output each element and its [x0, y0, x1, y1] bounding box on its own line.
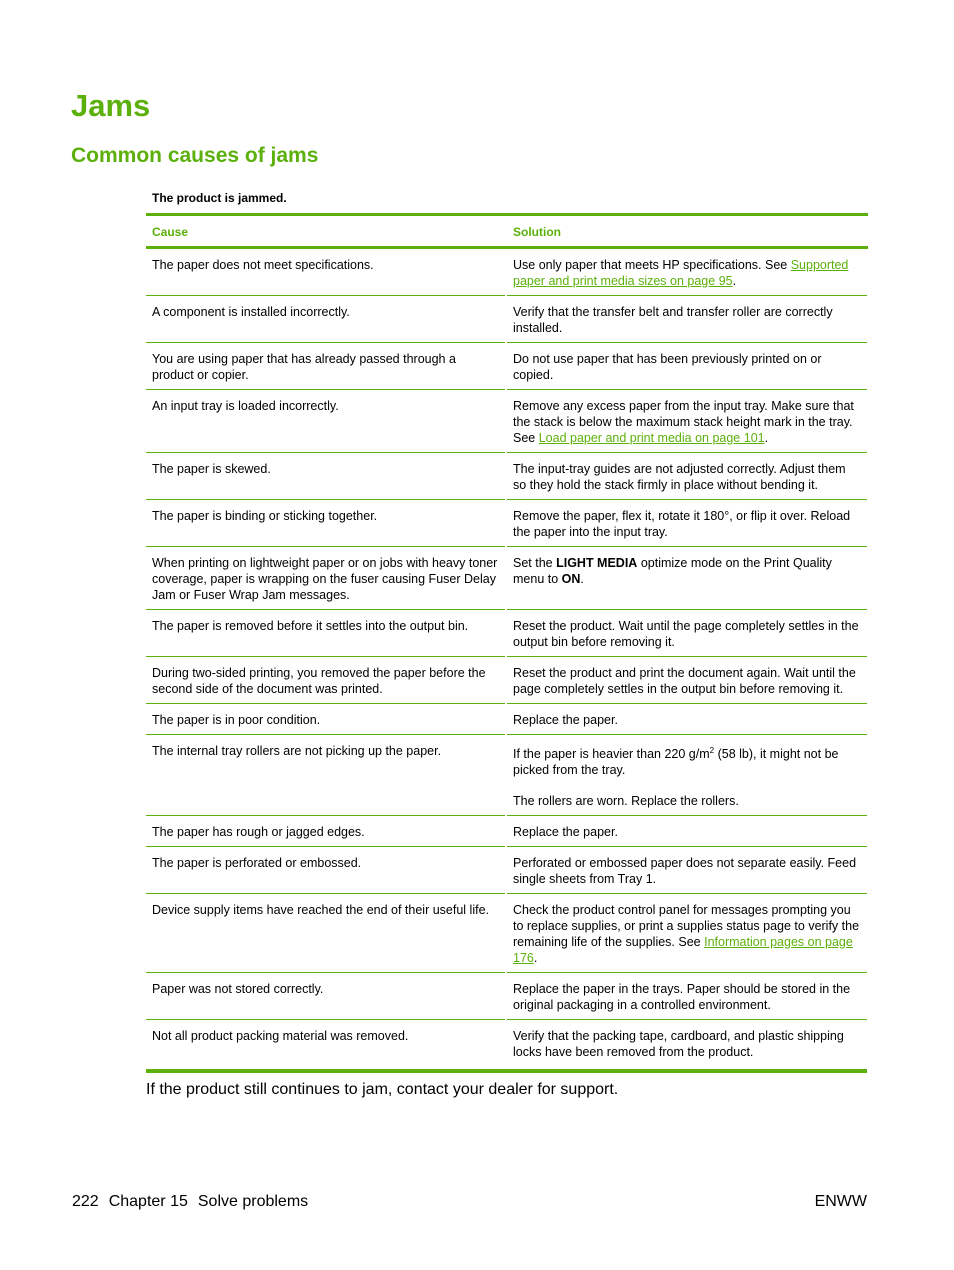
solution-cell: The input-tray guides are not adjusted correctly. Adjust them so they hold the stack firmly in place without bending it.	[506, 453, 867, 500]
cause-cell: The paper is perforated or embossed.	[152, 856, 362, 871]
cause-cell: Paper was not stored correctly.	[152, 982, 324, 997]
on-setting: ON	[561, 572, 581, 586]
cause-cell: Device supply items have reached the end of their useful life.	[152, 903, 489, 918]
solution-cell: Verify that the packing tape, cardboard, and plastic shipping locks have been removed from the product.	[506, 1020, 867, 1072]
cause-cell: The internal tray rollers are not picking up the paper.	[152, 744, 442, 758]
support-note: If the product still continues to jam, contact your dealer for support.	[146, 1081, 619, 1098]
solution-cell	[506, 735, 867, 816]
table-row	[146, 816, 867, 847]
solution-cell: Remove the paper, flex it, rotate it 180°, or flip it over. Reload the paper into the input tray.	[506, 500, 867, 547]
cause-cell: When printing on lightweight paper or on jobs with heavy toner coverage, paper is wrapping on the fuser causing Fuser Delay Jam or Fuser Wrap Jam messages.	[152, 556, 498, 602]
solution-text: Check the product control panel for messages prompting you to replace supplies, or print a supplies status page to verify the remaining life of the supplies. See	[513, 903, 860, 950]
link-load-paper[interactable]: Load paper and print media on page 101	[538, 431, 765, 445]
page-heading: Jams	[71, 88, 151, 123]
solution-cell: Replace the paper in the trays. Paper should be stored in the original packaging in a controlled environment.	[506, 973, 867, 1020]
table-row	[146, 547, 867, 610]
cause-cell: A component is installed incorrectly.	[152, 305, 350, 319]
table-row	[146, 704, 867, 735]
cause-cell: An input tray is loaded incorrectly.	[152, 399, 339, 413]
table-row	[146, 610, 867, 657]
solution-cell: Reset the product. Wait until the page completely settles in the output bin before removing it.	[506, 610, 867, 657]
solution-text: The rollers are worn. Replace the rollers.	[513, 794, 739, 809]
footer-left	[72, 1193, 318, 1211]
table-row	[146, 847, 867, 894]
solution-text: Remove any excess paper from the input tray. Make sure that the stack is below the maximum stack height mark in the tray. See	[513, 399, 854, 445]
jam-causes-table	[146, 213, 868, 1073]
page-number: 222	[72, 1193, 99, 1210]
section-heading: Common causes of jams	[71, 144, 319, 167]
solution-text: .	[732, 274, 737, 288]
solution-text: Set the	[513, 556, 557, 570]
solution-cell: Replace the paper.	[506, 816, 867, 847]
solution-cell	[506, 248, 867, 296]
solution-text: If the paper is heavier than 220 g/m	[513, 747, 710, 762]
solution-cell: Reset the product and print the document again. Wait until the page completely settles in the output bin before removing it.	[506, 657, 867, 704]
solution-cell	[506, 894, 867, 973]
table-row	[146, 390, 867, 453]
superscript: 2	[709, 746, 715, 755]
cause-cell: The paper is skewed.	[152, 462, 271, 476]
column-header-cause: Cause	[146, 215, 506, 248]
table-row	[146, 500, 867, 547]
solution-text: .	[580, 572, 584, 586]
table-header-row	[146, 215, 867, 248]
cause-cell: Not all product packing material was removed.	[152, 1029, 409, 1044]
table-row	[146, 894, 867, 973]
cause-cell: The paper is binding or sticking together.	[152, 509, 378, 523]
table-row	[146, 296, 867, 343]
table-row	[146, 343, 867, 390]
solution-text: .	[764, 431, 769, 445]
column-header-solution: Solution	[506, 215, 867, 248]
solution-cell	[506, 547, 867, 610]
solution-cell: Do not use paper that has been previously printed on or copied.	[506, 343, 867, 390]
link-information-pages[interactable]: Information pages on page 176	[513, 935, 853, 966]
cause-cell: The paper does not meet specifications.	[152, 258, 374, 272]
light-media-setting: LIGHT MEDIA	[556, 556, 638, 570]
chapter-label: Chapter 15	[108, 1193, 188, 1210]
solution-cell	[506, 390, 867, 453]
table-caption: The product is jammed.	[152, 191, 287, 205]
solution-text: .	[533, 951, 538, 966]
table-row	[146, 735, 867, 816]
link-supported-paper[interactable]: Supported paper and print media sizes on page 95	[513, 258, 849, 288]
solution-text: Use only paper that meets HP specifications. See	[513, 258, 791, 272]
solution-text: (58 lb), it might not be picked from the tray.	[513, 747, 839, 778]
table-row	[146, 973, 867, 1020]
chapter-title: Solve problems	[197, 1193, 309, 1210]
solution-cell: Verify that the transfer belt and transfer roller are correctly installed.	[506, 296, 867, 343]
solution-cell: Perforated or embossed paper does not separate easily. Feed single sheets from Tray 1.	[506, 847, 867, 894]
solution-text: optimize mode on the Print Quality menu to	[513, 556, 832, 586]
table-row	[146, 657, 867, 704]
cause-cell: You are using paper that has already passed through a product or copier.	[152, 352, 456, 382]
cause-cell: The paper has rough or jagged edges.	[152, 825, 365, 840]
solution-cell: Replace the paper.	[506, 704, 867, 735]
table-row	[146, 248, 867, 296]
footer-right: ENWW	[814, 1193, 867, 1210]
table-row	[146, 1020, 867, 1072]
cause-cell: The paper is removed before it settles into the output bin.	[152, 619, 469, 633]
cause-cell: The paper is in poor condition.	[152, 713, 321, 727]
cause-cell: During two-sided printing, you removed the paper before the second side of the document was printed.	[152, 666, 486, 696]
table-row	[146, 453, 867, 500]
